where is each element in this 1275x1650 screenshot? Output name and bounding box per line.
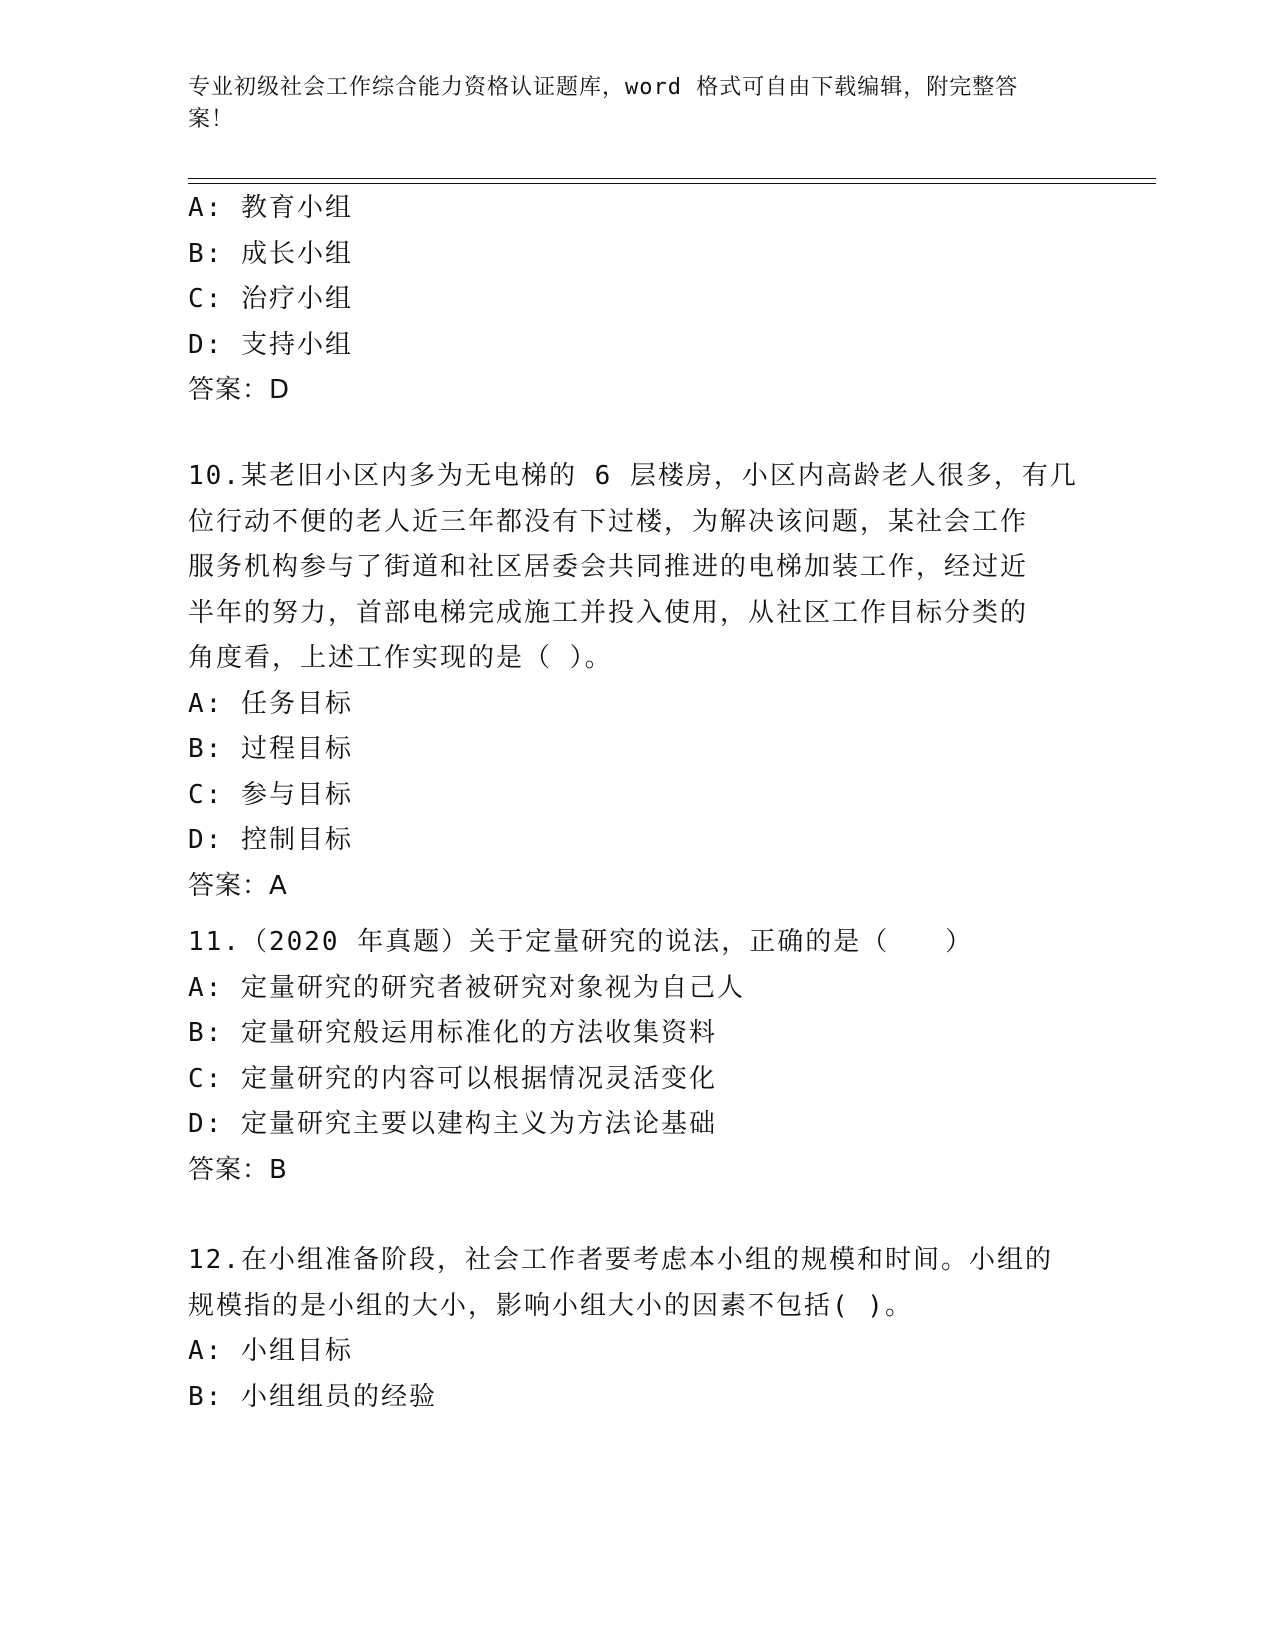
option-d: D: 支持小组 — [188, 329, 353, 360]
question-stem-line: 规模指的是小组的大小，影响小组大小的因素不包括( )。 — [188, 1290, 913, 1321]
option-a: A: 定量研究的研究者被研究对象视为自己人 — [188, 972, 745, 1003]
option-b: B: 过程目标 — [188, 734, 353, 764]
option-b: B: 定量研究般运用标准化的方法收集资料 — [188, 1018, 717, 1048]
question-12 — [188, 1238, 1088, 1420]
option-c: C: 治疗小组 — [188, 284, 353, 314]
answer: 答案：B — [188, 1154, 288, 1185]
question-11 — [188, 920, 1088, 1193]
question-stem-line: 12.在小组准备阶段，社会工作者要考虑本小组的规模和时间。小组的 — [188, 1245, 1053, 1275]
option-a: A: 教育小组 — [188, 193, 353, 223]
header-line-2: 案！ — [188, 107, 235, 132]
question-9 — [188, 186, 1088, 414]
answer: 答案：A — [188, 870, 288, 901]
header-divider-top — [188, 178, 1156, 179]
question-stem-line: 11.（2020 年真题）关于定量研究的说法，正确的是（ ） — [188, 927, 974, 957]
question-stem-line: 半年的努力，首部电梯完成施工并投入使用，从社区工作目标分类的 — [188, 597, 1029, 628]
question-stem-line: 服务机构参与了街道和社区居委会共同推进的电梯加装工作，经过近 — [188, 552, 1029, 582]
question-10 — [188, 454, 1088, 909]
question-stem-line: 10.某老旧小区内多为无电梯的 6 层楼房，小区内高龄老人很多，有几 — [188, 461, 1078, 491]
option-a: A: 小组目标 — [188, 1336, 353, 1366]
header-line-1: 专业初级社会工作综合能力资格认证题库，word 格式可自由下载编辑，附完整答 — [188, 75, 1019, 100]
option-a: A: 任务目标 — [188, 688, 353, 719]
option-d: D: 控制目标 — [188, 825, 353, 855]
answer: 答案：D — [188, 375, 291, 405]
option-d: D: 定量研究主要以建构主义为方法论基础 — [188, 1109, 717, 1139]
header-divider-bottom — [188, 183, 1156, 184]
option-c: C: 参与目标 — [188, 779, 353, 810]
option-c: C: 定量研究的内容可以根据情况灵活变化 — [188, 1063, 717, 1094]
document-header — [188, 72, 1068, 136]
option-b: B: 小组组员的经验 — [188, 1381, 437, 1412]
option-b: B: 成长小组 — [188, 238, 353, 269]
question-stem-line: 角度看，上述工作实现的是（ ）。 — [188, 643, 613, 673]
question-stem-line: 位行动不便的老人近三年都没有下过楼，为解决该问题，某社会工作 — [188, 506, 1029, 537]
